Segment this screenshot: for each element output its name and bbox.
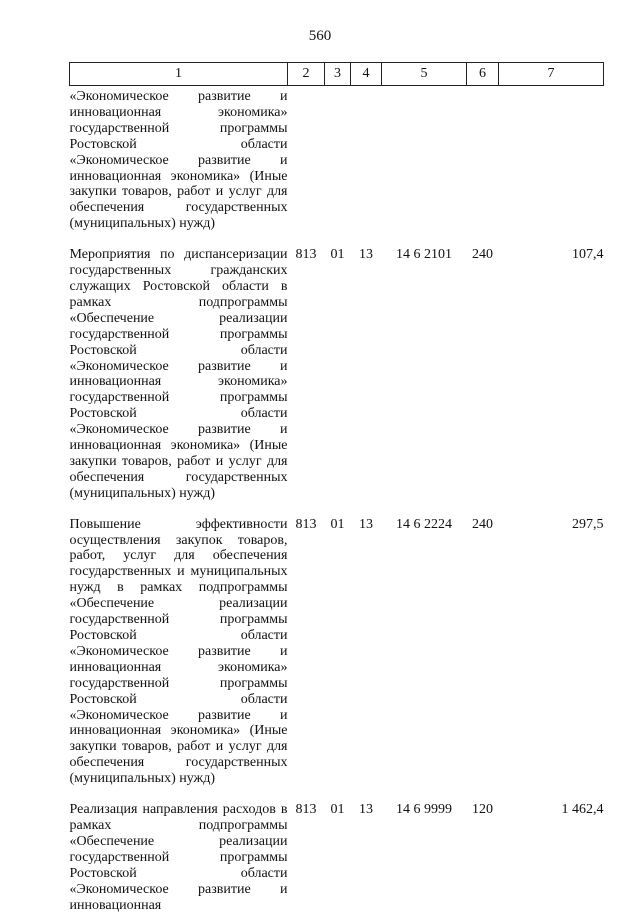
- row-col-6: [467, 86, 499, 239]
- header-col-7: 7: [499, 63, 604, 86]
- row-name: Реализация направления расходов в рамках подпрограммы «Обеспечение реализации государственной программы Ростовской области «Экономическое развитие и инновационная: [69, 802, 288, 913]
- row-col-5: 14 6 2101: [396, 247, 452, 263]
- header-col-6: 6: [467, 63, 499, 86]
- row-col-6: 120: [472, 802, 493, 818]
- budget-table: [69, 62, 604, 919]
- page-number: 560: [308, 28, 332, 44]
- row-col-2: 813: [295, 516, 317, 532]
- row-col-2: [288, 86, 325, 239]
- row-col-5: 14 6 9999: [396, 802, 452, 818]
- row-col-5: [382, 86, 467, 239]
- row-col-2: 813: [295, 802, 317, 818]
- row-col-6: 240: [472, 247, 493, 263]
- table-row: [70, 793, 604, 919]
- row-col-4: [351, 86, 382, 239]
- row-col-3: [325, 86, 351, 239]
- row-col-4: 13: [359, 247, 373, 263]
- row-name: «Экономическое развитие и инновационная экономика» государственной программы Ростовской области «Экономическое развитие и инновационная экономика» (Иные закупки товаров, работ и услуг для обеспечения государственных (муниципальных) нужд): [69, 89, 288, 232]
- row-col-4: 13: [359, 516, 373, 532]
- row-col-5: 14 6 2224: [396, 516, 452, 532]
- row-col-4: 13: [359, 802, 373, 818]
- table-row: [70, 86, 604, 239]
- row-amount: [499, 86, 604, 239]
- row-amount: 297,5: [572, 516, 604, 532]
- row-amount: 1 462,4: [561, 802, 604, 818]
- header-col-3: 3: [325, 63, 351, 86]
- row-col-2: 813: [295, 247, 317, 263]
- table-header-row: [70, 63, 604, 86]
- row-col-3: 01: [330, 516, 345, 532]
- header-col-5: 5: [382, 63, 467, 86]
- row-col-3: 01: [330, 802, 345, 818]
- header-col-2: 2: [288, 63, 325, 86]
- header-col-4: 4: [351, 63, 382, 86]
- row-name: Повышение эффективности осуществления закупок товаров, работ, услуг для обеспечения государственных и муниципальных нужд в рамках подпрограммы «Обеспечение реализации государственной программы Ростовской области «Экономическое развитие и инновационная экономика» государственной программы Ростовской области «Экономическое развитие и инновационная экономика» (Иные закупки товаров, работ и услуг для обеспечения государственных (муниципальных) нужд): [69, 516, 288, 787]
- row-amount: 107,4: [572, 247, 604, 263]
- header-col-1: 1: [70, 63, 288, 86]
- row-name: Мероприятия по диспансеризации государственных гражданских служащих Ростовской области в рамках подпрограммы «Обеспечение реализации государственной программы Ростовской области «Экономическое развитие и инновационная экономика» государственной программы Ростовской области «Экономическое развитие и инновационная экономика» (Иные закупки товаров, работ и услуг для обеспечения государственных (муниципальных) нужд): [69, 247, 288, 501]
- table-row: [70, 508, 604, 793]
- row-col-3: 01: [330, 247, 345, 263]
- row-col-6: 240: [472, 516, 493, 532]
- table-row: [70, 238, 604, 508]
